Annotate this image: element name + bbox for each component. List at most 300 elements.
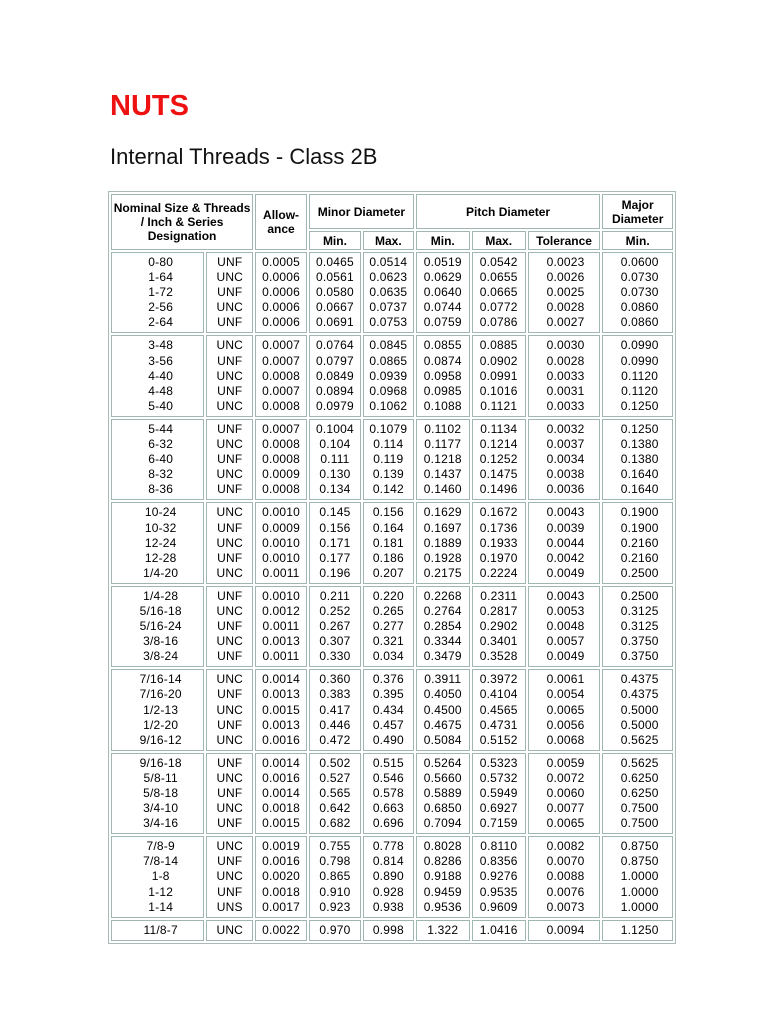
cell-value: 0.798 [319,854,351,869]
cell-value: 0.970 [319,922,351,937]
cell-value: 0.0772 [479,300,518,315]
cell-value: 7/8-9 [146,839,175,854]
cell-pitch-max [472,335,526,416]
cell-value: 0.928 [372,884,404,899]
cell-value: UNC [216,603,244,618]
page-title: NUTS [110,90,189,122]
cell-value: 0.111 [320,452,350,467]
cell-value: 0.0027 [546,315,585,330]
cell-value: 0.0094 [546,922,585,937]
cell-value: 0.2500 [620,588,659,603]
cell-minor-max [363,836,414,917]
thread-group [111,335,673,416]
cell-value: 0.0033 [546,398,585,413]
internal-threads-table [108,191,676,944]
cell-minor-min [309,335,361,416]
cell-value: 0.181 [372,535,404,550]
cell-series [206,753,253,834]
cell-value: 0.383 [319,687,351,702]
cell-value: 0.139 [372,467,404,482]
thread-group [111,669,673,750]
cell-value: 0.923 [319,899,351,914]
cell-value: UNC [216,338,244,353]
cell-value: 0.0580 [315,285,354,300]
cell-value: 0.755 [319,839,351,854]
cell-value: 0.0737 [369,300,408,315]
cell-value: 5-44 [148,421,174,436]
cell-pitch-max [472,753,526,834]
cell-value: 0.0009 [262,520,300,535]
cell-value: 0.0465 [315,255,354,269]
cell-value: 0.0038 [546,467,585,482]
cell-value: 5/8-11 [143,770,178,785]
cell-value: 6-40 [148,452,174,467]
cell-value: 0.0013 [262,717,300,732]
cell-value: 0.4565 [479,702,518,717]
cell-pitch-max [472,669,526,750]
cell-value: 1.1250 [620,922,659,937]
cell-value: 0.0059 [546,755,585,770]
cell-value: UNF [217,649,243,664]
cell-value: 0.0007 [262,353,300,368]
cell-value: 0.0561 [315,270,354,285]
thread-group [111,836,673,917]
cell-value: 5/16-18 [139,603,182,618]
header-pitch-min: Min. [416,231,470,250]
cell-value: 0.1250 [620,398,659,413]
cell-value: 0.0010 [262,505,300,520]
cell-value: 5/8-18 [143,786,179,800]
cell-series [206,419,253,500]
cell-value: UNF [217,353,243,368]
cell-value: 0.472 [319,732,351,747]
cell-value: 0.1380 [620,437,659,452]
cell-value: 0.0008 [262,452,300,467]
header-pitch-tolerance: Tolerance [528,231,601,250]
cell-value: 0.2160 [620,550,659,565]
cell-value: 0.8110 [480,839,518,854]
cell-allowance [255,753,307,834]
cell-value: 0.0849 [315,368,354,383]
table-row [111,920,673,941]
cell-size [111,419,204,500]
cell-value: 0.0034 [546,452,585,467]
cell-value: 9/16-12 [139,732,182,747]
cell-value: 12-24 [144,535,177,550]
cell-value: 0.220 [372,588,404,603]
cell-value: 0.5264 [423,755,462,770]
cell-value: 1.0000 [620,869,659,884]
cell-value: UNF [217,255,243,269]
cell-value: 0.186 [372,550,404,565]
cell-value: 3/4-16 [143,816,179,831]
header-minor-diameter: Minor Diameter [309,194,414,229]
cell-value: 0.211 [319,588,351,603]
cell-allowance [255,252,307,333]
cell-value: 7/8-14 [143,854,179,869]
cell-allowance [255,920,307,941]
cell-value: 0.0860 [620,315,659,330]
cell-value: UNC [216,702,244,717]
cell-value: 0.330 [319,649,351,664]
cell-value: 0.9536 [423,899,462,914]
cell-value: 0.395 [372,687,404,702]
cell-value: 0.1134 [480,421,518,436]
cell-value: 0.910 [319,884,351,899]
cell-value: 0.502 [319,755,351,770]
cell-allowance [255,419,307,500]
cell-minor-min [309,252,361,333]
cell-value: 0.252 [319,603,351,618]
cell-value: UNC [216,922,244,937]
cell-value: UNC [216,467,244,482]
cell-value: 0.6250 [620,770,659,785]
cell-minor-min [309,419,361,500]
cell-minor-max [363,335,414,416]
cell-value: 0.2268 [423,588,462,603]
cell-size [111,502,204,583]
table-row [111,586,673,667]
cell-value: 0.0640 [423,285,462,300]
cell-major-min [602,836,673,917]
thread-group [111,586,673,667]
cell-pitch-min [416,252,470,333]
cell-value: 0.0030 [546,338,585,353]
header-pitch-diameter: Pitch Diameter [416,194,601,229]
cell-value: 0.7500 [620,801,659,816]
table-row [111,753,673,834]
cell-value: 0.0039 [546,520,585,535]
cell-value: 0.0874 [423,353,462,368]
cell-value: 0.0519 [423,255,462,269]
cell-pitch-min [416,586,470,667]
cell-value: 0.4731 [479,717,518,732]
cell-value: 0.134 [319,482,351,497]
cell-value: 0.164 [372,520,404,535]
cell-value: 0.0018 [262,884,300,899]
cell-value: UNC [216,437,244,452]
cell-minor-max [363,419,414,500]
cell-value: 0.104 [319,437,351,452]
cell-pitch-min [416,836,470,917]
cell-value: 1-8 [151,869,170,884]
cell-value: 0.142 [372,482,404,497]
cell-value: 0.196 [319,565,351,580]
cell-value: 0.156 [319,520,351,535]
cell-value: 0.778 [372,839,404,854]
cell-value: 0.6927 [479,801,518,816]
cell-value: 0.1475 [479,467,518,482]
cell-size [111,920,204,941]
cell-value: 0.0008 [262,482,300,497]
cell-pitch-min [416,502,470,583]
cell-value: UNC [216,770,244,785]
cell-value: 0.1629 [423,505,462,520]
cell-value: 0.0072 [546,770,585,785]
cell-value: 0.3911 [424,672,462,687]
cell-minor-min [309,586,361,667]
cell-series [206,586,253,667]
cell-series [206,920,253,941]
cell-value: 0.3972 [479,672,518,687]
cell-value: 0.3125 [620,619,659,634]
cell-value: 0.0014 [262,755,300,770]
cell-minor-max [363,920,414,941]
cell-value: 0.0008 [262,437,300,452]
cell-value: 0.865 [319,869,351,884]
page-subtitle: Internal Threads - Class 2B [110,144,378,169]
cell-pitch-max [472,586,526,667]
cell-value: 0.5889 [423,786,462,800]
cell-series [206,252,253,333]
thread-group [111,920,673,941]
cell-value: 0.177 [319,550,351,565]
cell-value: 0.0007 [262,338,300,353]
cell-value: 0.1496 [479,482,518,497]
cell-value: UNC [216,270,244,285]
cell-value: 0.2175 [423,565,462,580]
cell-size [111,669,204,750]
cell-value: 1/4-28 [143,588,179,603]
cell-value: 0.8028 [423,839,462,854]
cell-size [111,586,204,667]
cell-value: 2-56 [148,300,174,315]
cell-value: 0.1900 [620,505,659,520]
cell-value: 0.0073 [546,899,585,914]
cell-value: 0.2854 [423,619,462,634]
cell-value: 1.322 [427,922,459,937]
cell-pitch-max [472,502,526,583]
cell-major-min [602,753,673,834]
cell-value: 0.0020 [262,869,300,884]
cell-value: 0.0016 [262,770,300,785]
cell-major-min [602,252,673,333]
cell-value: 1/2-20 [143,717,179,732]
cell-value: 0.0017 [262,899,300,914]
cell-value: 0.0077 [546,801,585,816]
cell-value: 5-40 [148,398,174,413]
cell-value: UNF [217,452,243,467]
cell-value: 0.0764 [315,338,354,353]
cell-value: 1.0000 [620,899,659,914]
cell-tolerance [528,920,601,941]
cell-value: 0.8356 [479,854,518,869]
cell-value: 0.1460 [423,482,462,497]
cell-value: 1/2-13 [143,702,179,717]
header-pitch-max: Max. [472,231,526,250]
cell-tolerance [528,335,601,416]
cell-value: 1/4-20 [143,565,179,580]
cell-value: 0.0015 [262,702,300,717]
cell-value: 0.0025 [546,285,585,300]
cell-value: 0.0011 [262,619,300,634]
cell-value: 12-28 [144,550,177,565]
cell-value: 0.0885 [479,338,518,353]
cell-value: 0.3125 [620,603,659,618]
cell-value: 0.1252 [479,452,518,467]
cell-value: 0.0759 [423,315,462,330]
cell-value: 0.0031 [546,383,585,398]
cell-value: 8-32 [148,467,174,482]
cell-value: 0.4375 [620,672,659,687]
cell-value: 0.0014 [262,786,300,800]
cell-value: 0.0006 [262,270,300,285]
cell-value: 0.5000 [620,717,659,732]
cell-value: 0.0894 [315,383,354,398]
cell-value: 0.0005 [262,255,300,269]
cell-value: 0.4500 [423,702,462,717]
cell-value: UNF [217,619,243,634]
cell-value: 1.0000 [620,884,659,899]
cell-value: 0.3479 [423,649,462,664]
cell-value: 0.578 [372,786,404,800]
cell-value: 0.9276 [479,869,518,884]
cell-value: 0.9535 [479,884,518,899]
cell-value: 10-24 [144,505,177,520]
cell-value: 0.0667 [315,300,354,315]
cell-value: 3-48 [148,338,174,353]
header-minor-max: Max. [363,231,414,250]
cell-value: 0.034 [372,649,404,664]
cell-value: UNF [217,315,243,330]
cell-value: 0.0600 [620,255,659,269]
cell-value: 0.3528 [479,649,518,664]
cell-series [206,502,253,583]
cell-value: 0.0009 [262,467,300,482]
cell-value: 0.0060 [546,786,585,800]
cell-value: 0.0028 [546,353,585,368]
cell-value: UNC [216,634,244,649]
cell-value: 0.2902 [479,619,518,634]
cell-minor-min [309,502,361,583]
cell-value: 4-48 [148,383,174,398]
cell-value: 0.515 [372,755,404,770]
cell-pitch-min [416,669,470,750]
cell-value: UNF [217,588,243,603]
cell-size [111,836,204,917]
cell-value: UNF [217,482,243,497]
cell-value: 0.6850 [423,801,462,816]
cell-value: 0.0006 [262,300,300,315]
cell-value: 0.265 [372,603,404,618]
cell-value: 0.8286 [423,854,462,869]
cell-value: 0-80 [148,255,174,269]
cell-value: 0.0061 [546,672,585,687]
cell-value: 3-56 [148,353,174,368]
cell-pitch-min [416,335,470,416]
cell-value: 0.434 [372,702,404,717]
cell-value: 0.1121 [480,398,518,413]
cell-tolerance [528,753,601,834]
cell-value: 0.0665 [479,285,518,300]
cell-value: 0.0016 [262,732,300,747]
cell-value: 0.0855 [423,338,462,353]
cell-value: 0.307 [319,634,351,649]
cell-pitch-max [472,920,526,941]
cell-series [206,836,253,917]
cell-value: 0.0043 [546,588,585,603]
cell-value: 0.0048 [546,619,585,634]
cell-value: 0.0065 [546,816,585,831]
cell-value: 0.0082 [546,839,585,854]
cell-value: 0.0011 [262,649,300,664]
cell-value: 0.0012 [262,603,300,618]
cell-major-min [602,669,673,750]
cell-value: 0.0057 [546,634,585,649]
cell-allowance [255,586,307,667]
cell-value: 0.8750 [620,854,659,869]
cell-value: 0.0065 [546,702,585,717]
cell-value: 0.0979 [315,398,354,413]
cell-value: UNF [217,550,243,565]
cell-value: 0.0008 [262,368,300,383]
cell-value: 11/8-7 [143,922,178,937]
cell-value: 0.0655 [479,270,518,285]
cell-value: 0.0049 [546,565,585,580]
cell-value: 0.546 [372,770,404,785]
cell-value: UNF [217,884,243,899]
cell-allowance [255,836,307,917]
cell-value: 0.0011 [262,565,300,580]
cell-value: 0.1437 [423,467,462,482]
cell-value: 0.1640 [620,467,659,482]
cell-value: 0.0968 [369,383,408,398]
cell-allowance [255,669,307,750]
cell-value: 0.360 [319,672,351,687]
cell-pitch-min [416,419,470,500]
cell-value: 0.0028 [546,300,585,315]
cell-value: 0.9188 [423,869,462,884]
cell-value: 0.0056 [546,717,585,732]
cell-value: 0.277 [372,619,404,634]
header-major-diameter: Major Diameter [602,194,673,229]
cell-value: 0.0022 [262,922,300,937]
cell-value: 9/16-18 [139,755,182,770]
cell-value: 0.0845 [369,338,408,353]
cell-value: 0.814 [372,854,404,869]
cell-value: 0.5323 [479,755,518,770]
cell-value: 0.5625 [620,732,659,747]
cell-value: 0.8750 [620,839,659,854]
cell-value: 0.6250 [620,786,659,800]
cell-value: UNC [216,535,244,550]
cell-value: UNC [216,565,244,580]
cell-value: 0.0014 [262,672,300,687]
cell-major-min [602,586,673,667]
cell-value: 0.1889 [423,535,462,550]
cell-value: 0.0042 [546,550,585,565]
cell-value: 0.1088 [423,398,462,413]
cell-minor-min [309,836,361,917]
cell-tolerance [528,502,601,583]
cell-value: 1-64 [148,270,174,285]
cell-value: 0.1640 [620,482,659,497]
cell-value: 0.119 [373,452,404,467]
cell-value: 0.7500 [620,816,659,831]
cell-value: 0.376 [372,672,404,687]
cell-pitch-min [416,920,470,941]
cell-pitch-max [472,419,526,500]
cell-value: 0.4375 [620,687,659,702]
cell-value: 0.696 [372,816,404,831]
cell-value: 1-72 [148,285,174,300]
cell-value: 0.0026 [546,270,585,285]
cell-value: 1-12 [148,884,174,899]
cell-size [111,335,204,416]
cell-value: UNF [217,816,243,831]
cell-tolerance [528,836,601,917]
cell-value: UNF [217,717,243,732]
